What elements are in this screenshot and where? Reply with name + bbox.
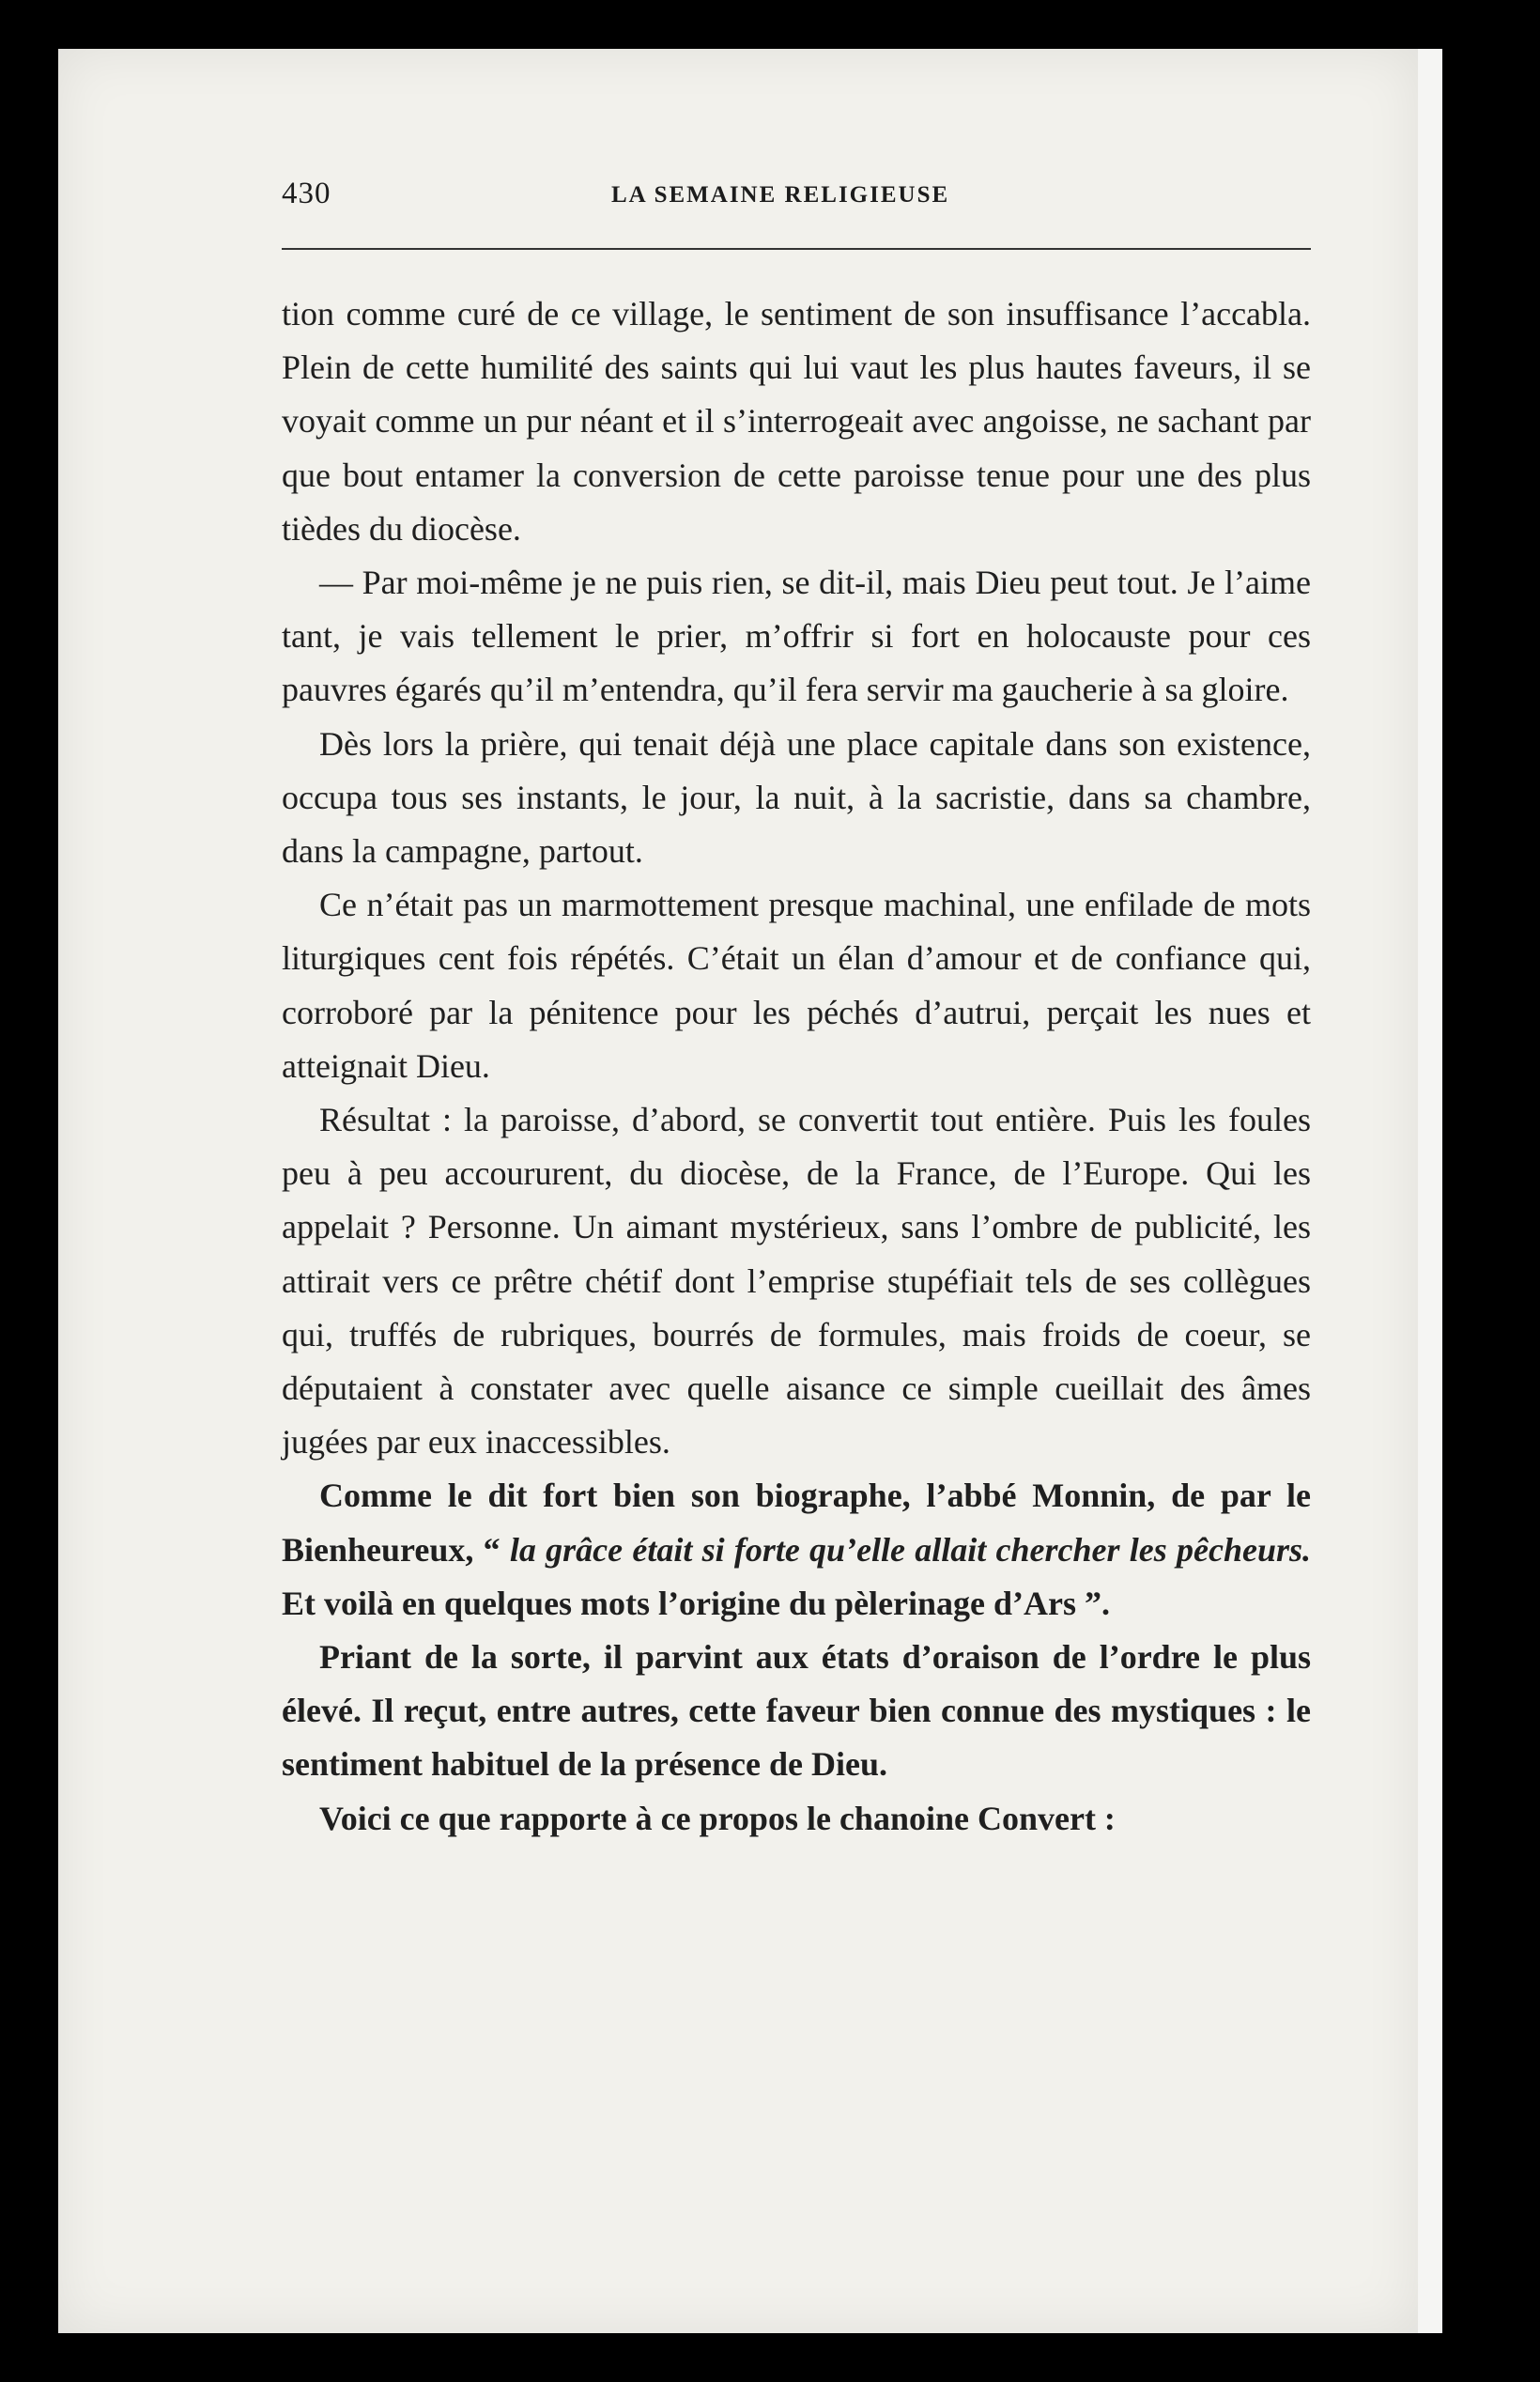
- quote-italic: la grâce était si forte qu’elle allait chercher les pêcheurs.: [509, 1530, 1311, 1569]
- paragraph: Voici ce que rapporte à ce propos le chanoine Convert :: [319, 1799, 1116, 1837]
- paragraph: Résultat : la paroisse, d’abord, se convertit tout entière. Puis les foules peu à peu accoururent, du diocèse, de la France, de l’Europe. Qui les appelait ? Personne. Un aimant mystérieux, sans l’ombre de publicité, les attirait vers ce prêtre chétif dont l’emprise stupéfiait tels de ses collègues qui, truffés de rubriques, bourrés de formules, mais froids de coeur, se députaient à constater avec quelle aisance ce simple cueillait des âmes jugées par eux inaccessibles.: [282, 1101, 1311, 1462]
- paragraph-quote: [282, 1469, 1311, 1631]
- quote-lead: Comme le dit fort bien son biographe, l’abbé Monnin, de par le Bienheureux, “: [282, 1477, 1311, 1569]
- paragraph: Priant de la sorte, il parvint aux états d’oraison de l’ordre le plus élevé. Il reçut, entre autres, cette faveur bien connue des mystiques : le sentiment habituel de la présence de Dieu.: [282, 1638, 1311, 1784]
- paragraph: — Par moi-même je ne puis rien, se dit-il, mais Dieu peut tout. Je l’aime tant, je vais tellement le prier, m’offrir si fort en holocauste pour ces pauvres égarés qu’il m’entendra, qu’il fera servir ma gaucherie à sa gloire.: [282, 564, 1311, 709]
- paragraph: Dès lors la prière, qui tenait déjà une place capitale dans son existence, occupa tous ses instants, le jour, la nuit, à la sacristie, dans sa chambre, dans la campagne, partout.: [282, 724, 1311, 871]
- header-rule: [282, 248, 1311, 250]
- running-title: LA SEMAINE RELIGIEUSE: [611, 182, 950, 208]
- paragraph: tion comme curé de ce village, le sentiment de son insuffisance l’accabla. Plein de cette humilité des saints qui lui vaut les plus hautes faveurs, il se voyait comme un pur néant et il s’interrogeait avec angoisse, ne sachant par que bout entamer la conversion de cette paroisse tenue pour une des plus tièdes du diocèse.: [282, 295, 1311, 548]
- quote-tail: Et voilà en quelques mots l’origine du pèlerinage d’Ars ”.: [282, 1584, 1111, 1622]
- paragraph: Ce n’était pas un marmottement presque machinal, une enfilade de mots liturgiques cent fois répétés. C’était un élan d’amour et de confiance qui, corroboré par la pénitence pour les péchés d’autrui, perçait les nues et atteignait Dieu.: [282, 886, 1311, 1085]
- page-number: 430: [282, 177, 331, 210]
- page-edge: [1418, 49, 1442, 2333]
- body-text: [282, 287, 1311, 1846]
- page-header: [282, 177, 1311, 222]
